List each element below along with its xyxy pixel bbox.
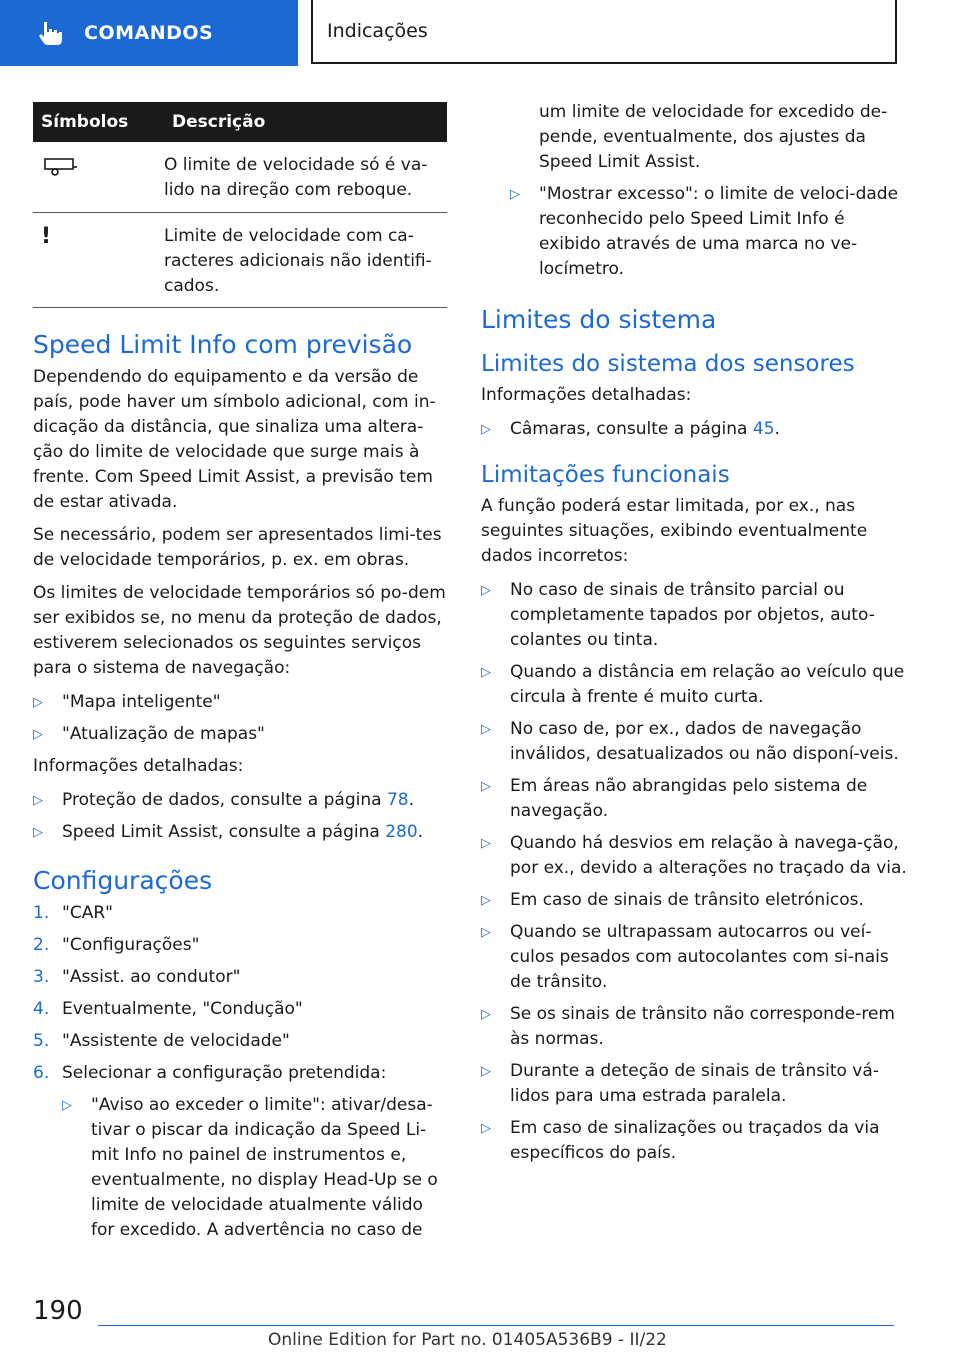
list-item: ▷ No caso de sinais de trânsito parcial ou completamente tapados por objetos, auto-colantes ou tinta. xyxy=(481,578,911,653)
info-label: Informações detalhadas: xyxy=(481,385,692,405)
list-item: ▷ Quando há desvios em relação à navega-ção, por ex., devido a alterações no traçado da via. xyxy=(481,831,911,881)
heading-sensor-limits: Limites do sistema dos sensores xyxy=(481,351,855,377)
triangle-bullet-icon: ▷ xyxy=(33,727,43,742)
heading-speed-limit-forecast: Speed Limit Info com previsão xyxy=(33,330,413,359)
triangle-bullet-icon: ▷ xyxy=(33,793,43,808)
step-item: 5. "Assistente de velocidade" xyxy=(33,1031,290,1051)
heading-functional-limitations: Limitações funcionais xyxy=(481,462,730,488)
page-number: 190 xyxy=(33,1296,83,1326)
list-item: ▷ No caso de, por ex., dados de navegação inválidos, desatualizados ou não disponí-veis. xyxy=(481,717,911,767)
sub-list-item: ▷ "Aviso ao exceder o limite": ativar/desa-tivar o piscar da indicação da Speed Li-mit Info no painel de instrumentos e, eventualmente, no display Head-Up se o limite de velocidade atualmente válido for excedido. A advertência no caso de xyxy=(62,1093,447,1243)
list-item: ▷ Proteção de dados, consulte a página 78. xyxy=(33,788,447,813)
triangle-bullet-icon: ▷ xyxy=(510,187,520,202)
list-item: ▷ "Mapa inteligente" xyxy=(33,690,447,715)
list-item: ▷ Durante a deteção de sinais de trânsito vá-lidos para uma estrada paralela. xyxy=(481,1059,911,1109)
page-tab-indicacoes xyxy=(311,0,897,64)
triangle-bullet-icon: ▷ xyxy=(481,583,491,598)
list-item: ▷ Se os sinais de trânsito não corresponde-rem às normas. xyxy=(481,1002,911,1052)
step-item: 3. "Assist. ao condutor" xyxy=(33,967,241,987)
triangle-bullet-icon: ▷ xyxy=(481,1064,491,1079)
trailer-icon xyxy=(41,155,77,177)
list-item: ▷ Em caso de sinalizações ou traçados da via específicos do país. xyxy=(481,1116,911,1166)
triangle-bullet-icon: ▷ xyxy=(481,1007,491,1022)
table-row xyxy=(33,142,447,213)
list-item: ▷ Câmaras, consulte a página 45. xyxy=(481,417,911,442)
triangle-bullet-icon: ▷ xyxy=(481,1121,491,1136)
list-item: ▷ "Atualização de mapas" xyxy=(33,722,447,747)
list-item: ▷ Em caso de sinais de trânsito eletrónicos. xyxy=(481,888,911,913)
triangle-bullet-icon: ▷ xyxy=(62,1098,72,1113)
step-item: 4. Eventualmente, "Condução" xyxy=(33,999,303,1019)
paragraph-temporary-limits: Se necessário, podem ser apresentados limi-tes de velocidade temporários, p. ex. em obras. xyxy=(33,525,442,570)
sub-list-item-continued: um limite de velocidade for excedido de-pende, eventualmente, dos ajustes da Speed Limit Assist. xyxy=(539,102,888,172)
table-cell-description: O limite de velocidade só é va-lido na direção com reboque. xyxy=(164,155,428,200)
exclamation-icon: ! xyxy=(41,224,52,249)
triangle-bullet-icon: ▷ xyxy=(33,695,43,710)
list-item: ▷ Quando a distância em relação ao veículo que circula à frente é muito curta. xyxy=(481,660,911,710)
page-link-45[interactable]: 45 xyxy=(752,419,775,439)
step-item: 2. "Configurações" xyxy=(33,935,200,955)
symbols-table xyxy=(33,102,447,308)
right-column xyxy=(481,100,911,1166)
triangle-bullet-icon: ▷ xyxy=(481,925,491,940)
triangle-bullet-icon: ▷ xyxy=(481,779,491,794)
list-item: ▷ Em áreas não abrangidas pelo sistema de navegação. xyxy=(481,774,911,824)
footer-divider xyxy=(98,1325,894,1326)
paragraph-data-protection: Os limites de velocidade temporários só po-dem ser exibidos se, no menu da proteção de dados, estiverem selecionados os seguintes serviços para o sistema de navegação: xyxy=(33,583,446,678)
sub-list-item: ▷ "Mostrar excesso": o limite de veloci-dade reconhecido pelo Speed Limit Info é exibido através de uma marca no ve-locímetro. xyxy=(510,182,911,282)
section-tab-label: COMANDOS xyxy=(84,22,214,44)
footer-edition: Online Edition for Part no. 01405A536B9 - II/22 xyxy=(268,1330,667,1350)
page-header xyxy=(0,0,960,66)
triangle-bullet-icon: ▷ xyxy=(481,722,491,737)
paragraph-functional: A função poderá estar limitada, por ex., nas seguintes situações, exibindo eventualmente dados incorretos: xyxy=(481,496,868,566)
table-cell-description: Limite de velocidade com ca-racteres adicionais não identifi-cados. xyxy=(164,226,432,296)
triangle-bullet-icon: ▷ xyxy=(481,893,491,908)
paragraph-forecast: Dependendo do equipamento e da versão de país, pode haver um símbolo adicional, com in-dicação da distância, que sinaliza uma altera-ção do limite de velocidade que surge mais à frente. Com Speed Limit Assist, a previsão tem de estar ativada. xyxy=(33,367,436,512)
list-item: ▷ Speed Limit Assist, consulte a página 280. xyxy=(33,820,447,845)
page-tab-label: Indicações xyxy=(327,20,428,42)
list-item: ▷ Quando se ultrapassam autocarros ou veí-culos pesados com autocolantes com si-nais de trânsito. xyxy=(481,920,911,995)
triangle-bullet-icon: ▷ xyxy=(481,665,491,680)
triangle-bullet-icon: ▷ xyxy=(33,825,43,840)
table-cell-symbol xyxy=(33,153,164,203)
step-item: 1. "CAR" xyxy=(33,903,113,923)
pointing-hand-icon xyxy=(36,18,66,48)
table-header-symbols: Símbolos xyxy=(41,112,129,132)
heading-system-limits: Limites do sistema xyxy=(481,305,717,334)
triangle-bullet-icon: ▷ xyxy=(481,836,491,851)
heading-settings: Configurações xyxy=(33,866,213,895)
triangle-bullet-icon: ▷ xyxy=(481,422,491,437)
table-row xyxy=(33,213,447,308)
page-link-78[interactable]: 78 xyxy=(386,790,409,810)
section-tab-comandos xyxy=(0,0,298,66)
page-link-280[interactable]: 280 xyxy=(385,822,418,842)
info-label: Informações detalhadas: xyxy=(33,756,244,776)
table-header-description: Descrição xyxy=(172,112,266,132)
left-column xyxy=(33,102,447,1243)
table-header xyxy=(33,102,447,142)
step-item: 6. Selecionar a configuração pretendida: xyxy=(33,1063,387,1083)
